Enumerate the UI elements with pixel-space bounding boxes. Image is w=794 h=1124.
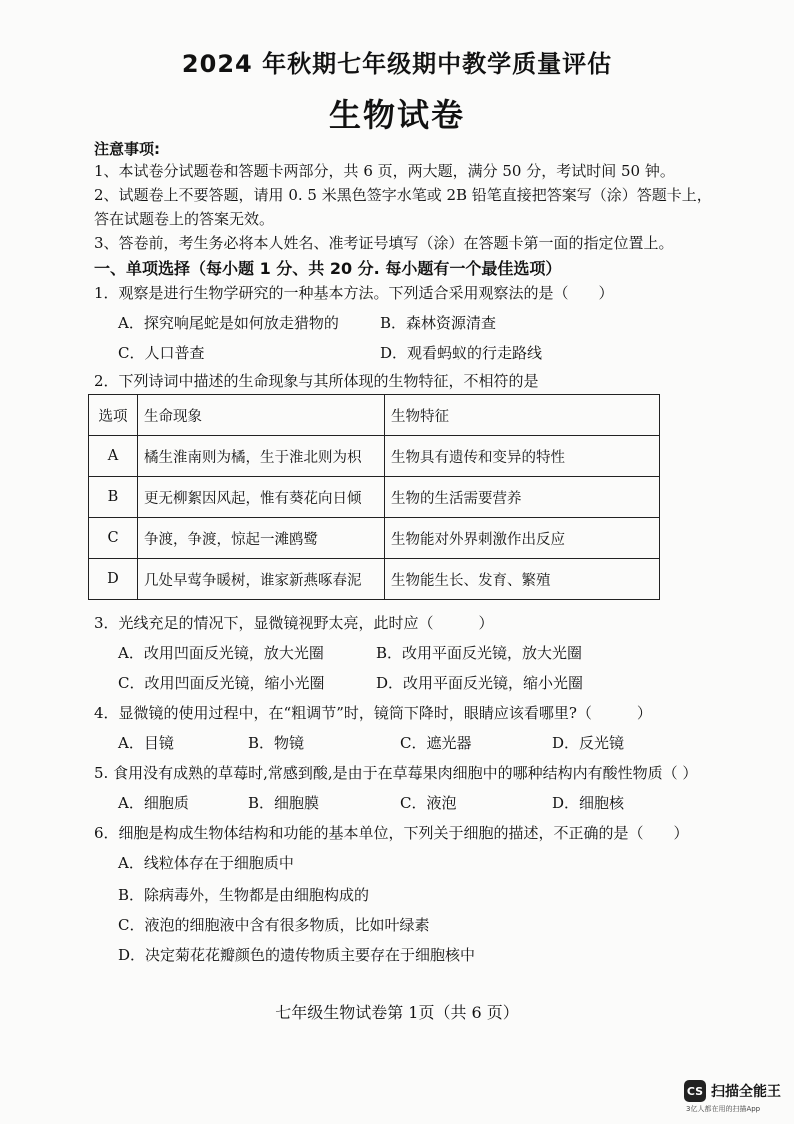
table-cell: 橘生淮南则为橘，生于淮北则为枳: [138, 436, 385, 477]
question-2-table: [88, 394, 660, 600]
table-cell: C: [89, 518, 138, 559]
question-3-option-a: A．改用凹面反光镜，放大光圈: [118, 644, 324, 662]
question-4-stem: 4．显微镜的使用过程中，在“粗调节”时，镜筒下降时，眼睛应该看哪里?（ ）: [94, 704, 652, 722]
question-5-stem: 5. 食用没有成熟的草莓时,常感到酸,是由于在草莓果肉细胞中的哪种结构内有酸性物质（ ）: [94, 764, 698, 782]
question-6-stem: 6．细胞是构成生物体结构和功能的基本单位，下列关于细胞的描述，不正确的是（ ）: [94, 824, 689, 842]
note-item-2-continued: 答在试题卷上的答案无效。: [94, 210, 275, 228]
note-item-3: 3、答卷前，考生务必将本人姓名、准考证号填写（涂）在答题卡第一面的指定位置上。: [94, 234, 674, 252]
question-2-stem: 2．下列诗词中描述的生命现象与其所体现的生物特征，不相符的是: [94, 372, 539, 390]
scanner-watermark: [684, 1080, 781, 1102]
question-5-option-a: A．细胞质: [118, 794, 189, 812]
table-row: [89, 477, 660, 518]
camscanner-logo-icon: CS: [684, 1080, 706, 1102]
table-row: [89, 518, 660, 559]
exam-subtitle: 生物试卷: [328, 96, 465, 134]
watermark-name: 扫描全能王: [711, 1084, 781, 1100]
question-1-option-a: A．探究响尾蛇是如何放走猎物的: [118, 314, 339, 332]
table-cell: 生物能对外界刺激作出反应: [385, 518, 660, 559]
question-4-option-d: D．反光镜: [552, 734, 625, 752]
question-3-option-d: D．改用平面反光镜，缩小光圈: [376, 674, 584, 692]
question-5-option-b: B．细胞膜: [248, 794, 320, 812]
question-1-stem: 1．观察是进行生物学研究的一种基本方法。下列适合采用观察法的是（ ）: [94, 284, 614, 302]
page-footer: 七年级生物试卷第 1页（共 6 页）: [275, 1003, 519, 1022]
table-header-cell: 生命现象: [138, 395, 385, 436]
question-3-option-c: C．改用凹面反光镜，缩小光圈: [118, 674, 325, 692]
table-cell: 生物的生活需要营养: [385, 477, 660, 518]
question-4-option-a: A．目镜: [118, 734, 174, 752]
question-5-option-c: C．液泡: [400, 794, 457, 812]
table-cell: A: [89, 436, 138, 477]
table-cell: 生物能生长、发育、繁殖: [385, 559, 660, 600]
question-6-option-b: B．除病毒外，生物都是由细胞构成的: [118, 886, 370, 904]
note-item-1: 1、本试卷分试题卷和答题卡两部分，共 6 页，两大题，满分 50 分，考试时间 50 钟。: [94, 162, 675, 180]
table-cell: 几处早莺争暖树，谁家新燕啄春泥: [138, 559, 385, 600]
question-6-option-a: A．线粒体存在于细胞质中: [118, 854, 294, 872]
watermark-tagline: 3亿人都在用的扫描App: [686, 1105, 761, 1113]
table-cell: 更无柳絮因风起，惟有葵花向日倾: [138, 477, 385, 518]
table-row: [89, 436, 660, 477]
table-row: [89, 559, 660, 600]
question-6-option-c: C．液泡的细胞液中含有很多物质，比如叶绿素: [118, 916, 430, 934]
question-3-option-b: B．改用平面反光镜，放大光圈: [376, 644, 583, 662]
table-cell: 争渡，争渡，惊起一滩鸥鹭: [138, 518, 385, 559]
section-heading: 一、单项选择（每小题 1 分、共 20 分. 每小题有一个最佳选项）: [94, 259, 562, 278]
notes-heading: 注意事项:: [94, 140, 160, 158]
question-1-option-b: B．森林资源清查: [380, 314, 497, 332]
table-cell: 生物具有遗传和变异的特性: [385, 436, 660, 477]
question-6-option-d: D．决定菊花花瓣颜色的遗传物质主要存在于细胞核中: [118, 946, 476, 964]
table-cell: B: [89, 477, 138, 518]
question-4-option-c: C．遮光器: [400, 734, 472, 752]
table-header-row: [89, 395, 660, 436]
question-5-option-d: D．细胞核: [552, 794, 625, 812]
exam-title: 2024 年秋期七年级期中教学质量评估: [181, 50, 613, 78]
table-header-cell: 生物特征: [385, 395, 660, 436]
question-1-option-d: D．观看蚂蚁的行走路线: [380, 344, 543, 362]
question-4-option-b: B．物镜: [248, 734, 305, 752]
table-header-cell: 选项: [89, 395, 138, 436]
question-3-stem: 3．光线充足的情况下，显微镜视野太亮，此时应（ ）: [94, 614, 494, 632]
note-item-2: 2、试题卷上不要答题，请用 0. 5 米黑色签字水笔或 2B 铅笔直接把答案写（涂）答题卡上，: [94, 186, 712, 204]
question-1-option-c: C．人口普查: [118, 344, 205, 362]
table-cell: D: [89, 559, 138, 600]
